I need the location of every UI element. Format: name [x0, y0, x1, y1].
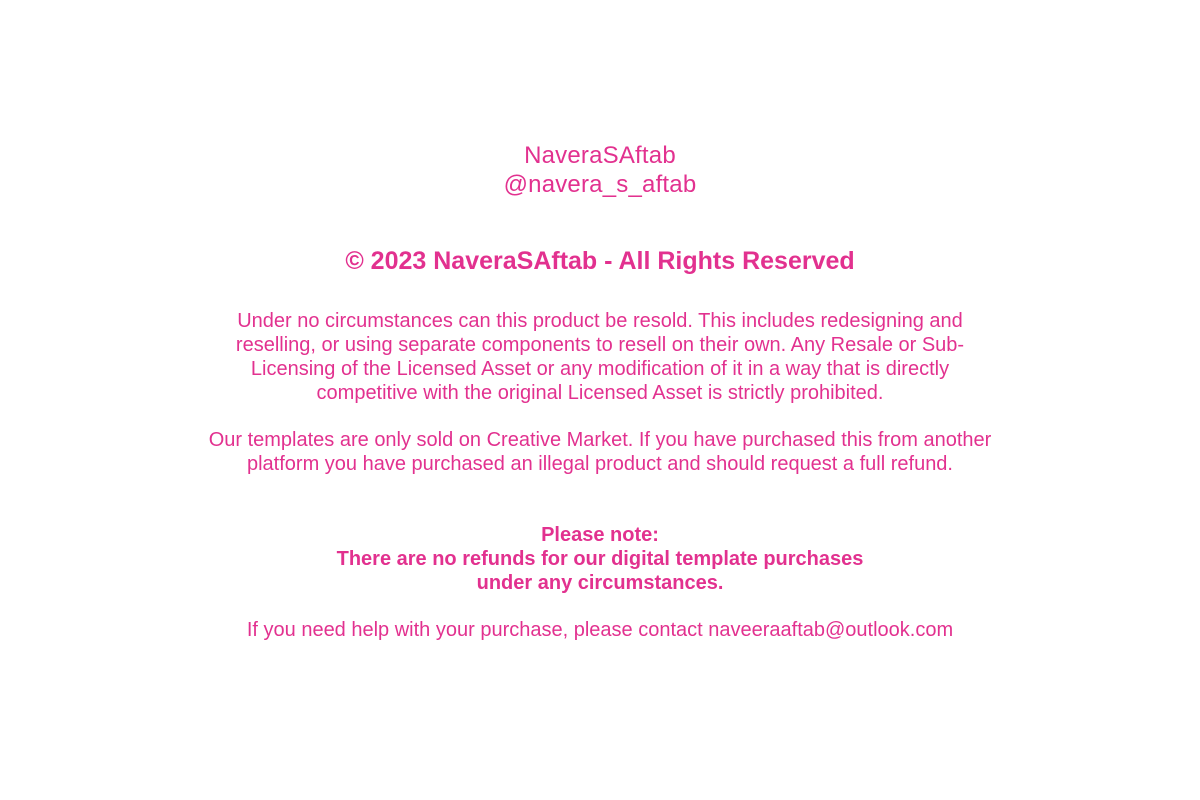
- contact-line: If you need help with your purchase, please contact naveeraaftab@outlook.com: [246, 619, 954, 641]
- refund-note-line-2: under any circumstances.: [476, 572, 724, 594]
- marketplace-paragraph: Our templates are only sold on Creative Market. If you have purchased this from another platform you have purchased an illegal product and should request a full refund.: [208, 429, 992, 475]
- refund-note: [200, 523, 1000, 595]
- brand-name: NaveraSAftab: [524, 142, 676, 169]
- copyright-notice: © 2023 NaveraSAftab - All Rights Reserved: [345, 247, 855, 275]
- resale-paragraph: Under no circumstances can this product be resold. This includes redesigning and reselling, or using separate components to resell on their own. Any Resale or Sub-Licensing of the Licensed Asset or any modification of it in a way that is directly competitive with the original Licensed Asset is strictly prohibited.: [235, 310, 965, 404]
- brand-handle: @navera_s_aftab: [503, 171, 697, 198]
- refund-note-heading: Please note:: [541, 524, 659, 546]
- refund-note-line-1: There are no refunds for our digital template purchases: [336, 548, 864, 570]
